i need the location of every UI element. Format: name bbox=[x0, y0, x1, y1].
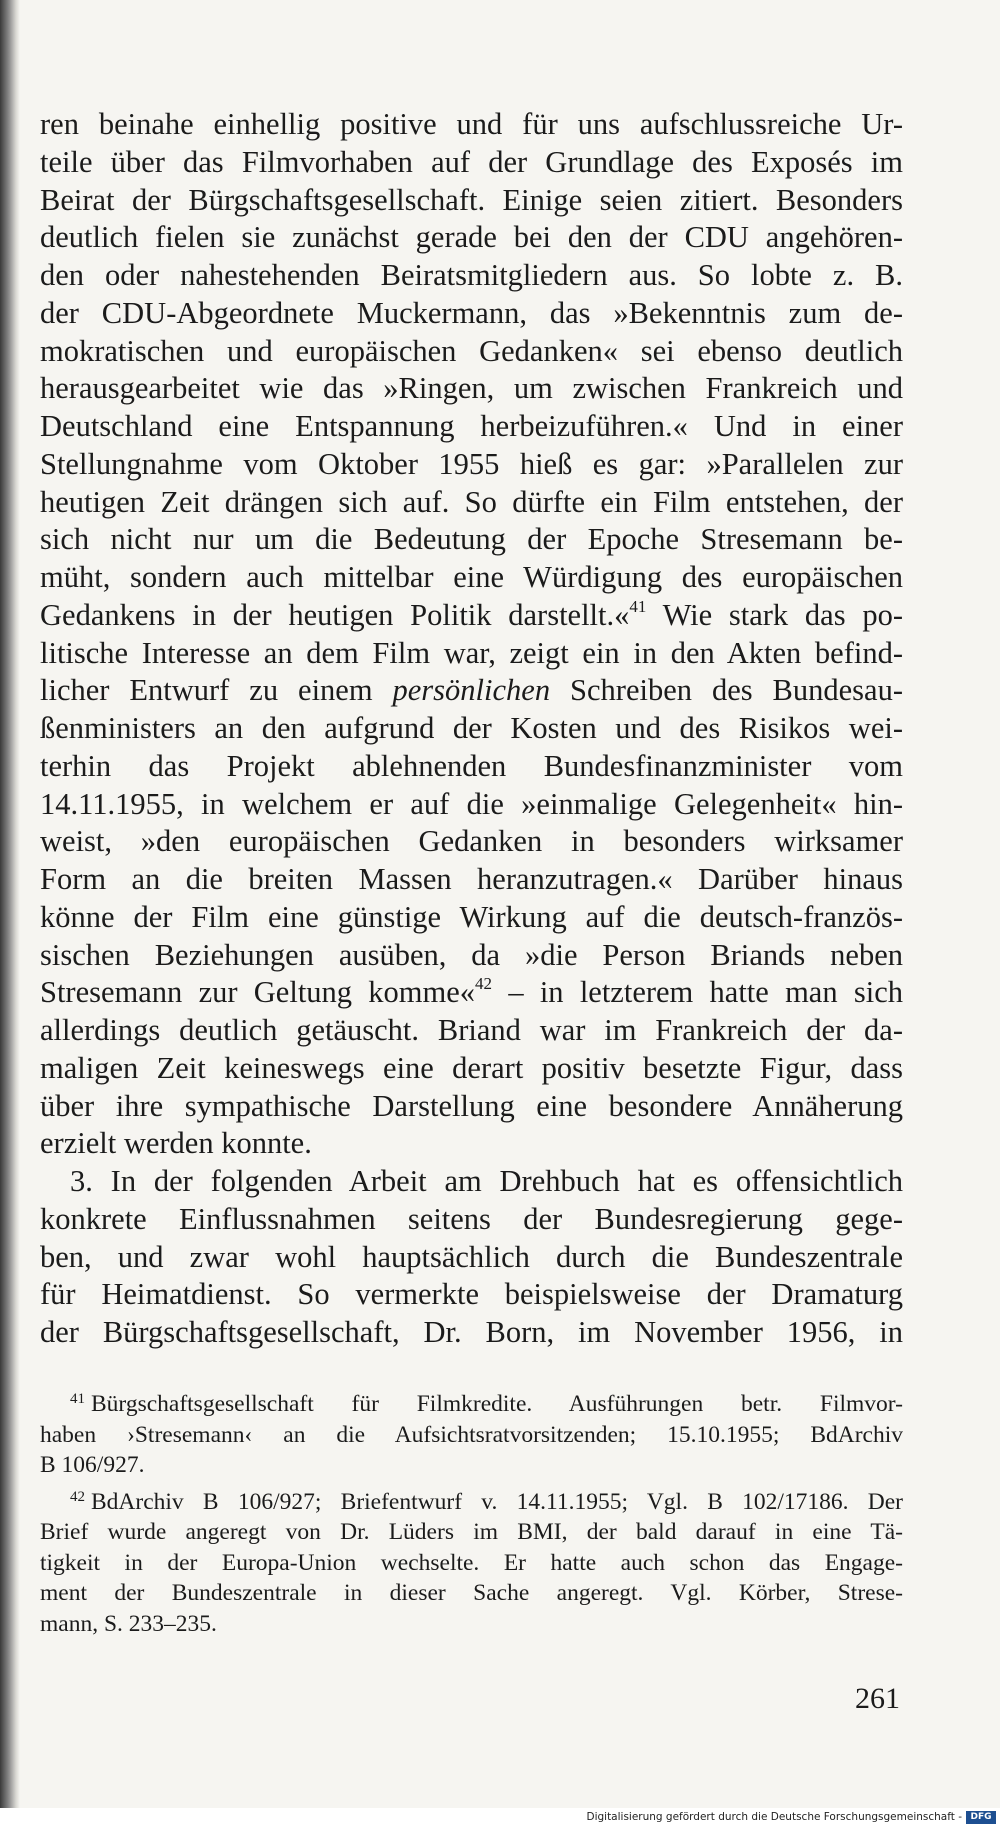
text-line: ren beinahe einhellig positive und für uns aufschlussreiche Ur- bbox=[40, 107, 903, 141]
text-line: mokratischen und europäischen Gedanken« sei ebenso deutlich bbox=[40, 333, 903, 368]
digitization-credit: Digitalisierung gefördert durch die Deutsche Forschungsgemeinschaft - bbox=[586, 1811, 962, 1823]
footnote-reference-41: 41 bbox=[629, 596, 647, 616]
text-line-with-emphasis bbox=[40, 672, 903, 710]
text-line: allerdings deutlich getäuscht. Briand war im Frankreich der da- bbox=[40, 1013, 903, 1047]
page-number: 261 bbox=[855, 1682, 900, 1715]
text-line: 14.11.1955, in welchem er auf die »einmalige Gelegenheit« hin- bbox=[40, 786, 903, 821]
text-line: Form an die breiten Massen heranzutragen.« Darüber hinaus bbox=[40, 862, 903, 896]
text-line: den oder nahestehenden Beiratsmitgliedern aus. So lobte z. B. bbox=[40, 258, 903, 292]
footnote-41 bbox=[40, 1389, 903, 1481]
text-segment: licher Entwurf zu einem bbox=[40, 673, 393, 708]
text-line: erzielt werden konnte. bbox=[40, 1126, 312, 1161]
footnote-line: tigkeit in der Europa-Union wechselte. Er hatte auch schon das Engage- bbox=[40, 1549, 903, 1576]
paragraph-start-line: 3. In der folgenden Arbeit am Drehbuch hat es offensichtlich bbox=[70, 1164, 903, 1198]
text-line: konkrete Einflussnahmen seitens der Bundesregierung gege- bbox=[40, 1201, 903, 1236]
text-segment: Wie stark das po- bbox=[646, 597, 903, 632]
footnote-text: Bürgschaftsgesellschaft für Filmkredite. Ausführungen betr. Filmvor- bbox=[91, 1391, 903, 1417]
text-line: maligen Zeit keineswegs eine derart positiv besetzte Figur, dass bbox=[40, 1050, 903, 1085]
text-line: ßenministers an den aufgrund der Kosten und des Risikos wei- bbox=[40, 711, 903, 745]
footnote-reference-42: 42 bbox=[475, 974, 493, 994]
text-line: teile über das Filmvorhaben auf der Grundlage des Exposés im bbox=[40, 144, 903, 179]
body-text bbox=[40, 106, 903, 1352]
footnote-42 bbox=[40, 1487, 903, 1640]
text-line: heutigen Zeit drängen sich auf. So dürfte ein Film entstehen, der bbox=[40, 484, 903, 519]
text-line: deutlich fielen sie zunächst gerade bei den der CDU angehören- bbox=[40, 220, 903, 255]
text-line: Deutschland eine Entspannung herbeizuführen.« Und in einer bbox=[40, 409, 903, 443]
text-line: für Heimatdienst. So vermerkte beispielsweise der Dramaturg bbox=[40, 1277, 903, 1312]
text-segment: Schreiben des Bundesau- bbox=[550, 673, 904, 708]
footnote-line bbox=[40, 1389, 903, 1420]
footnote-line: ment der Bundeszentrale in dieser Sache angeregt. Vgl. Körber, Strese- bbox=[40, 1580, 903, 1606]
text-line: herausgearbeitet wie das »Ringen, um zwischen Frankreich und bbox=[40, 371, 903, 406]
footnote-line: mann, S. 233–235. bbox=[40, 1610, 217, 1637]
text-line: sich nicht nur um die Bedeutung der Epoche Stresemann be- bbox=[40, 522, 903, 557]
text-line-with-footnote-ref bbox=[40, 974, 903, 1012]
footnote-number: 41 bbox=[70, 1391, 85, 1407]
text-line: der Bürgschaftsgesellschaft, Dr. Born, im November 1956, in bbox=[40, 1315, 903, 1349]
text-line: ben, und zwar wohl hauptsächlich durch die Bundeszentrale bbox=[40, 1239, 903, 1274]
text-line: könne der Film eine günstige Wirkung auf die deutsch-französ- bbox=[40, 899, 903, 934]
text-line: terhin das Projekt ablehnenden Bundesfinanzminister vom bbox=[40, 748, 903, 783]
text-segment: Stresemann zur Geltung komme« bbox=[40, 975, 476, 1010]
footnotes bbox=[40, 1389, 903, 1639]
footnote-text: BdArchiv B 106/927; Briefentwurf v. 14.11.1955; Vgl. B 102/17186. Der bbox=[91, 1488, 903, 1515]
book-spine-shadow bbox=[0, 0, 20, 1828]
text-line: Beirat der Bürgschaftsgesellschaft. Einige seien zitiert. Besonders bbox=[40, 182, 903, 217]
emphasized-word: persönlichen bbox=[392, 673, 551, 708]
text-segment: – in letzterem hatte man sich bbox=[492, 975, 903, 1010]
footnote-line: B 106/927. bbox=[40, 1452, 145, 1478]
text-line: weist, »den europäischen Gedanken in besonders wirksamer bbox=[40, 824, 903, 859]
text-segment: Gedankens in der heutigen Politik darstellt.« bbox=[40, 597, 630, 632]
dfg-logo: DFG bbox=[966, 1811, 996, 1824]
footnote-line: haben ›Stresemann‹ an die Aufsichtsratvorsitzenden; 15.10.1955; BdArchiv bbox=[40, 1421, 903, 1448]
text-line: müht, sondern auch mittelbar eine Würdigung des europäischen bbox=[40, 560, 903, 594]
footnote-number: 42 bbox=[70, 1488, 85, 1505]
text-line: Stellungnahme vom Oktober 1955 hieß es gar: »Parallelen zur bbox=[40, 446, 903, 481]
footnote-line: Brief wurde angeregt von Dr. Lüders im BMI, der bald darauf in eine Tä- bbox=[40, 1519, 903, 1545]
footnote-line bbox=[40, 1487, 903, 1518]
text-line-with-footnote-ref bbox=[40, 597, 903, 635]
text-line: sischen Beziehungen ausüben, da »die Person Briands neben bbox=[40, 937, 903, 972]
text-line: über ihre sympathische Darstellung eine besondere Annäherung bbox=[40, 1088, 903, 1123]
text-line: der CDU-Abgeordnete Muckermann, das »Bekenntnis zum de- bbox=[40, 295, 903, 330]
text-line: litische Interesse an dem Film war, zeigt ein in den Akten befind- bbox=[40, 635, 903, 670]
